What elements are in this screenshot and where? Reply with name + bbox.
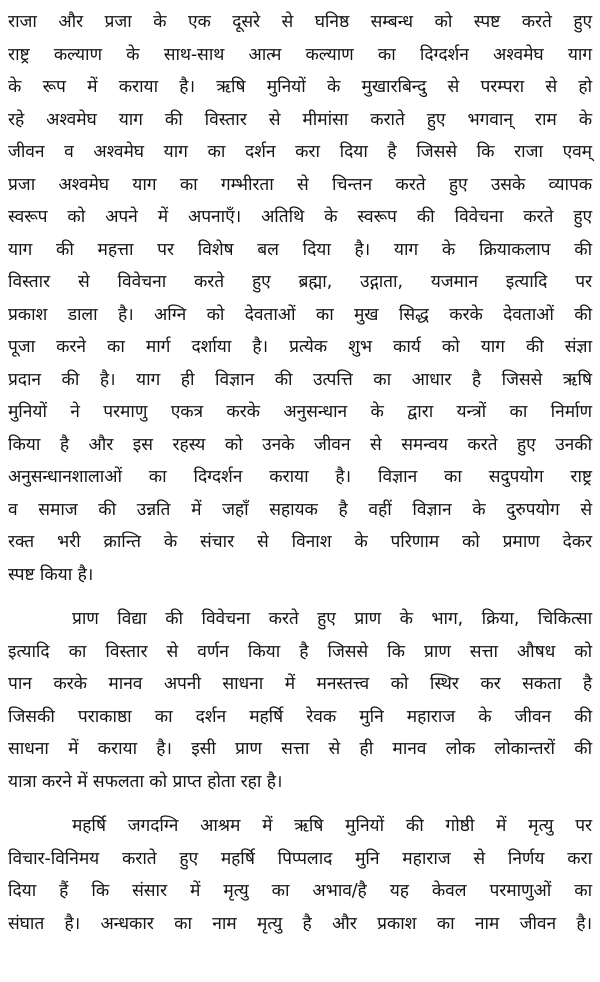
text-line: प्रजा अश्वमेघ याग का गम्भीरता से चिन्तन करते हुए उसके व्यापक (8, 174, 592, 195)
text-line: रक्त भरी क्रान्ति के संचार से विनाश के परिणाम को प्रमाण देकर (8, 532, 592, 552)
text-line: साधना में कराया है। इसी प्राण सत्ता से ही मानव लोक लोकान्तरों की (8, 739, 592, 759)
paragraph-gap (8, 798, 592, 810)
text-line: राष्ट्र कल्याण के साथ-साथ आत्म कल्याण का दिग्दर्शन अश्वमेघ याग (8, 44, 592, 65)
text-line: स्पष्ट किया है। (8, 564, 94, 585)
text-line: प्रकाश डाला है। अग्नि को देवताओं का मुख सिद्ध करके देवताओं की (8, 304, 592, 325)
text-line: संघात है। अन्धकार का नाम मृत्यु है और प्रकाश का नाम जीवन है। (8, 913, 592, 934)
text-line: पान करके मानव अपनी साधना में मनस्तत्त्व को स्थिर कर सकता है (8, 674, 592, 694)
paragraph-gap (8, 591, 592, 603)
text-line: के रूप में कराया है। ऋषि मुनियों के मुखारबिन्दु से परम्परा से हो (8, 77, 592, 97)
text-line: याग की महत्ता पर विशेष बल दिया है। याग के क्रियाकलाप की (8, 239, 592, 260)
text-line: जीवन व अश्वमेघ याग का दर्शन करा दिया है जिससे कि राजा एवम् (8, 142, 592, 162)
text-line: मुनियों ने परमाणु एकत्र करके अनुसन्धान के द्वारा यन्त्रों का निर्माण (8, 402, 592, 422)
text-line: दिया हैं कि संसार में मृत्यु का अभाव/है यह केवल परमाणुओं का (8, 881, 592, 901)
text-line: रहे अश्वमेघ याग की विस्तार से मीमांसा कराते हुए भगवान् राम के (8, 109, 592, 130)
text-line: विस्तार से विवेचना करते हुए ब्रह्मा, उद्गाता, यजमान इत्यादि पर (8, 272, 592, 292)
paragraph-mrityu (8, 810, 592, 940)
text-line: महर्षि जगदग्नि आश्रम में ऋषि मुनियों की गोष्ठी में मृत्यु पर (72, 816, 592, 836)
text-line: जिसकी पराकाष्ठा का दर्शन महर्षि रेवक मुनि महाराज के जीवन की (8, 706, 592, 727)
text-line: अनुसन्धानशालाओं का दिग्दर्शन कराया है। विज्ञान का सदुपयोग राष्ट्र (8, 467, 592, 487)
paragraph-ashvamedha (8, 6, 592, 591)
text-line: प्रदान की है। याग ही विज्ञान की उत्पत्ति का आधार है जिससे ऋषि (8, 369, 592, 390)
text-line: यात्रा करने में सफलता को प्राप्त होता रहा है। (8, 771, 283, 792)
text-line: किया है और इस रहस्य को उनके जीवन से समन्वय करते हुए उनकी (8, 434, 592, 455)
text-line: स्वरूप को अपने में अपनाएँ। अतिथि के स्वरूप की विवेचना करते हुए (8, 207, 592, 227)
text-line: व समाज की उन्नति में जहाँ सहायक है वहीं विज्ञान के दुरुपयोग से (8, 499, 592, 520)
text-line: राजा और प्रजा के एक दूसरे से घनिष्ठ सम्बन्ध को स्पष्ट करते हुए (8, 12, 592, 32)
text-line: पूजा करने का मार्ग दर्शाया है। प्रत्येक शुभ कार्य को याग की संज्ञा (8, 337, 592, 357)
text-line: इत्यादि का विस्तार से वर्णन किया है जिससे कि प्राण सत्ता औषध को (8, 641, 592, 662)
text-line: विचार-विनिमय कराते हुए महर्षि पिप्पलाद मुनि महाराज से निर्णय करा (8, 848, 592, 869)
paragraph-prana-vidya (8, 603, 592, 798)
text-line: प्राण विद्या की विवेचना करते हुए प्राण के भाग, क्रिया, चिकित्सा (72, 609, 592, 629)
